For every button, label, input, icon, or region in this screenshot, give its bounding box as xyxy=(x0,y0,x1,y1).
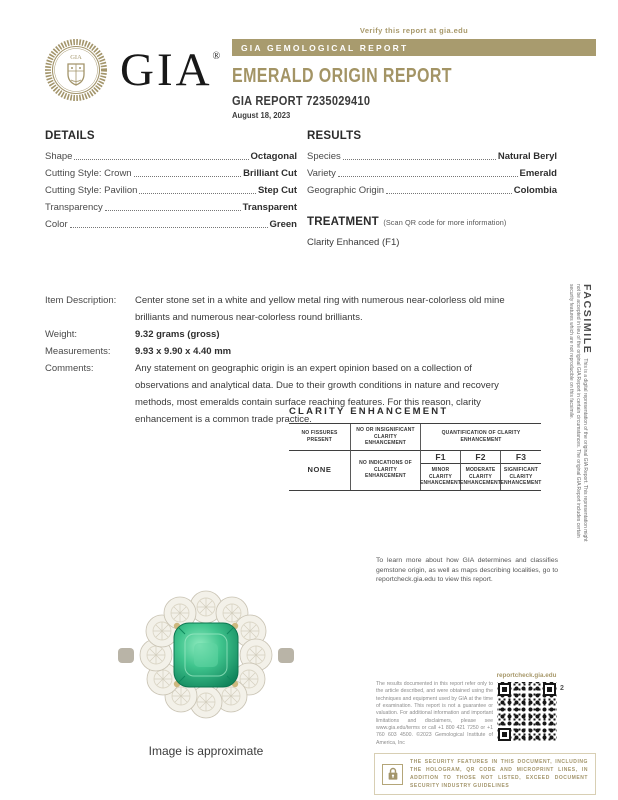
qr-block xyxy=(496,672,557,742)
result-value: Natural Beryl xyxy=(497,151,557,162)
result-row-species xyxy=(307,148,557,165)
results-section xyxy=(307,130,557,248)
detail-value: Green xyxy=(269,219,297,230)
clarity-header-no-fissures: NO FISSURES PRESENT xyxy=(289,424,351,451)
item-label: Weight: xyxy=(45,329,78,340)
item-value: 9.32 grams (gross) xyxy=(135,329,220,340)
clarity-table xyxy=(289,423,541,491)
report-date: August 18, 2023 xyxy=(232,110,291,120)
result-value: Emerald xyxy=(519,168,557,179)
image-caption: Image is approximate xyxy=(148,744,264,758)
security-statement-bar xyxy=(374,753,596,795)
result-label: Geographic Origin xyxy=(307,185,385,196)
detail-label: Color xyxy=(45,219,68,230)
clarity-enhancement-section xyxy=(289,406,541,491)
gia-seal-icon xyxy=(44,38,108,102)
detail-row-shape xyxy=(45,148,297,165)
report-header xyxy=(232,26,596,120)
details-section xyxy=(45,130,297,233)
qr-label: reportcheck.gia.edu xyxy=(496,672,557,679)
gia-logo xyxy=(44,38,220,102)
dotted-leader xyxy=(341,148,498,165)
detail-value: Step Cut xyxy=(257,185,297,196)
treatment-value: Clarity Enhanced (F1) xyxy=(307,237,400,248)
result-row-variety xyxy=(307,165,557,182)
report-number: GIA REPORT 7235029410 xyxy=(232,93,371,108)
facsimile-sidebar xyxy=(566,284,593,542)
item-label: Item Description: xyxy=(45,295,117,306)
gem-photo xyxy=(116,580,296,745)
dotted-leader xyxy=(384,182,514,199)
qr-finder-icon xyxy=(543,683,556,696)
qr-finder-icon xyxy=(498,728,511,741)
result-value: Colombia xyxy=(513,185,557,196)
detail-row-pavilion xyxy=(45,182,297,199)
item-label: Measurements: xyxy=(45,346,111,357)
clarity-table-title: CLARITY ENHANCEMENT xyxy=(289,406,449,417)
lock-icon xyxy=(387,767,399,782)
item-value: Any statement on geographic origin is an expert opinion based on a collection of observations and analytical data. Due to their growth conditions in nature and recovery methods, most emeralds contain surface reaching features. For this reason, clarity enhancement is a common trade practice. xyxy=(135,363,499,425)
svg-text:GIA: GIA xyxy=(70,54,82,61)
report-type-banner: GIA GEMOLOGICAL REPORT xyxy=(232,39,596,56)
clarity-grade-f1: F1 xyxy=(421,451,461,465)
dotted-leader xyxy=(137,182,258,199)
detail-row-transparency xyxy=(45,199,297,216)
verify-link-text: Verify this report at gia.edu xyxy=(359,26,469,35)
clarity-grade-f1-label: MINOR CLARITY ENHANCEMENT xyxy=(421,464,461,490)
result-label: Species xyxy=(307,151,341,162)
detail-row-crown xyxy=(45,165,297,182)
treatment-section xyxy=(307,212,557,248)
detail-label: Cutting Style: Pavilion xyxy=(45,185,138,196)
detail-value: Brilliant Cut xyxy=(243,168,297,179)
qr-code-icon xyxy=(497,682,557,742)
item-value: 9.93 x 9.90 x 4.40 mm xyxy=(135,346,232,357)
dotted-leader xyxy=(336,165,520,182)
dotted-leader xyxy=(103,199,243,216)
treatment-heading: TREATMENT xyxy=(307,216,379,228)
facsimile-text: This is a digital representation of the original GIA Report. This representation might not be accepted in lieu of the original GIA Report in certain circumstances. The original GIA Report includes certain security features which are not reproducible on this facsimile. xyxy=(567,284,588,542)
page-number: 2 xyxy=(560,685,564,692)
clarity-header-quantification: QUANTIFICATION OF CLARITY ENHANCEMENT xyxy=(421,424,541,451)
gia-wordmark-text: GIA xyxy=(120,43,213,96)
facsimile-title: FACSIMILE xyxy=(581,284,593,355)
clarity-value-no-indications: NO INDICATIONS OF CLARITY ENHANCEMENT xyxy=(351,451,421,490)
qr-finder-icon xyxy=(498,683,511,696)
dotted-leader xyxy=(132,165,244,182)
detail-label: Cutting Style: Crown xyxy=(45,168,132,179)
detail-value: Octagonal xyxy=(250,151,297,162)
dotted-leader xyxy=(68,216,270,233)
gia-wordmark xyxy=(120,43,221,96)
item-value: Center stone set in a white and yellow metal ring with numerous near-colorless old mine brilliants and numerous near-colorless round brilliants. xyxy=(135,295,505,323)
detail-value: Transparent xyxy=(242,202,297,213)
clarity-grade-f2: F2 xyxy=(461,451,501,465)
detail-row-color xyxy=(45,216,297,233)
clarity-header-insignificant: NO OR INSIGNIFICANT CLARITY ENHANCEMENT xyxy=(351,424,421,451)
security-statement-text: THE SECURITY FEATURES IN THIS DOCUMENT, INCLUDING THE HOLOGRAM, QR CODE AND MICROPRINT LINES, IN ADDITION TO THOSE NOT LISTED, EXCEED DOCUMENT SECURITY INDUSTRY GUIDELINES xyxy=(410,759,588,789)
learn-more-text: To learn more about how GIA determines and classifies gemstone origin, as well as maps describing localities, go to reportcheck.gia.edu to view this report. xyxy=(376,557,558,584)
detail-label: Shape xyxy=(45,151,73,162)
disclaimer-text: The results documented in this report refer only to the article described, and were obtained using the techniques and equipment used by GIA at the time of examination. This report is not a guarantee or valuation. For additional information and important limitations and disclaimers, please see www.gia.edu/terms or call +1 800 421 7250 or +1 760 603 4500. ©2023 Gemological Institute of America, Inc xyxy=(376,681,493,746)
results-heading: RESULTS xyxy=(307,130,362,142)
dotted-leader xyxy=(72,148,250,165)
lock-icon-box xyxy=(382,764,403,785)
item-label: Comments: xyxy=(45,363,94,374)
result-row-origin xyxy=(307,182,557,199)
emerald-ring-image xyxy=(116,580,296,740)
treatment-note: (Scan QR code for more information) xyxy=(383,218,507,227)
registered-mark: ® xyxy=(212,50,221,62)
clarity-grade-f2-label: MODERATE CLARITY ENHANCEMENT xyxy=(461,464,501,490)
result-label: Variety xyxy=(307,168,336,179)
details-heading: DETAILS xyxy=(45,130,95,142)
detail-label: Transparency xyxy=(45,202,103,213)
report-title: EMERALD ORIGIN REPORT xyxy=(232,65,452,87)
clarity-grade-f3: F3 xyxy=(501,451,541,465)
clarity-value-none: NONE xyxy=(289,451,351,490)
clarity-grade-f3-label: SIGNIFICANT CLARITY ENHANCEMENT xyxy=(500,467,542,486)
